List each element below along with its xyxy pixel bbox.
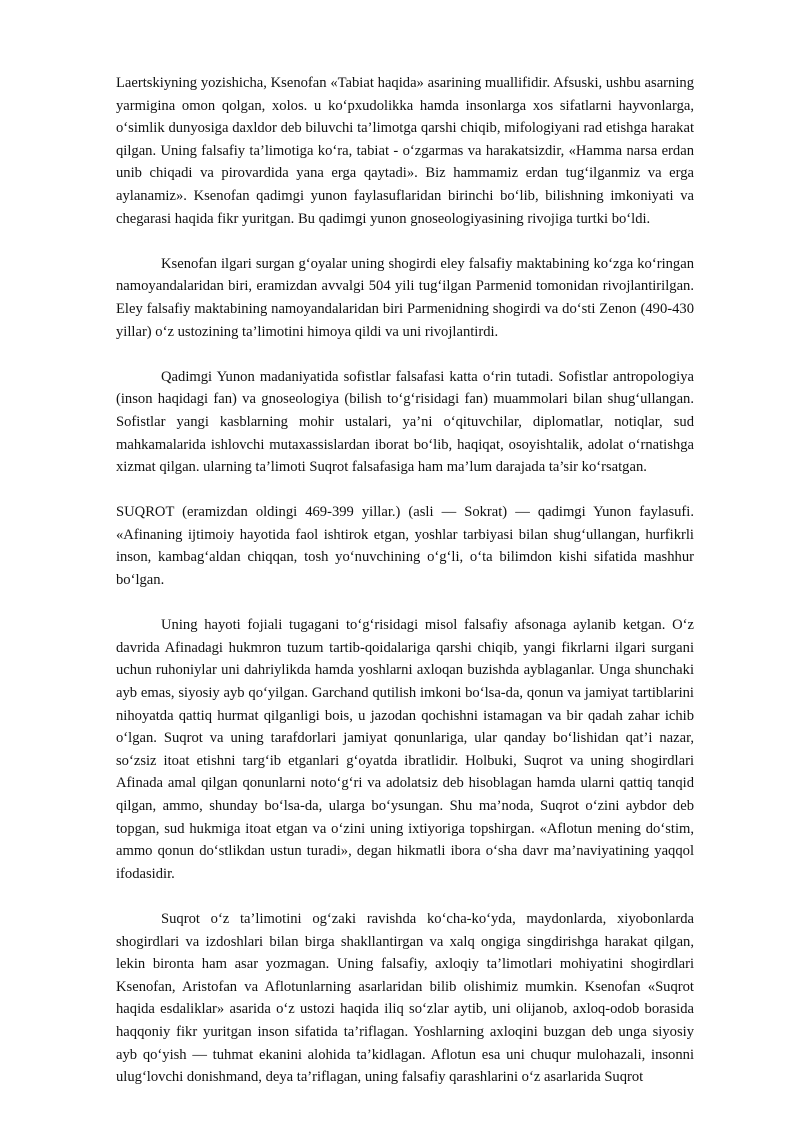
- paragraph-sofistlar: Qadimgi Yunon madaniyatida sofistlar falsafasi katta o‘rin tutadi. Sofistlar antropologiya (inson haqidagi fan) va gnoseologiya (bilish to‘g‘risidagi fan) muammolari bilan shug‘ullangan. Sofistlar yangi kasblarning mohir ustalari, ya’ni o‘qituvchilar, diplomatlar, notiqlar, sud mahkamalarida ishlovchi mutaxassislardan iborat bo‘lib, haqiqat, osoyishtalik, adolat o‘rnatishga xizmat qilgan. ularning ta’limoti Suqrot falsafasiga ham ma’lum darajada ta’sir ko‘rsatgan.: [116, 368, 694, 476]
- paragraph-ksenofan-tabiat: Laertskiyning yozishicha, Ksenofan «Tabiat haqida» asarining muallifidir. Afsuski, ushbu asarning yarmigina omon qolgan, xolos. u ko‘pxudolikka hamda insonlarga xos sifatlarni hayvonlarga, o‘simlik dunyosiga daxldor deb biluvchi ta’limotga qarshi chiqib, mifologiyani rad etishga harakat qilgan. Uning falsafiy ta’limotiga ko‘ra, tabiat - o‘zgarmas va harakatsizdir, «Hamma narsa erdan unib chiqadi va pirovardida yana erga qaytadi». Biz hammamiz erdan tug‘ilganmiz va erga aylanamiz». Ksenofan qadimgi yunon faylasuflaridan birinchi bo‘lib, bilishning imkoniyati va chegarasi haqida fikr yuritgan. Bu qadimgi yunon gnoseologiyasining rivojiga turtki bo‘ldi.: [116, 75, 694, 227]
- paragraph-spacer: [116, 479, 694, 502]
- paragraph-suqrot-intro: SUQROT (eramizdan oldingi 469-399 yillar.) (asli — Sokrat) — qadimgi Yunon faylasufi. «Afinaning ijtimoiy hayotida faol ishtirok etgan, yoshlar tarbiyasi bilan shug‘ullangan, hurfikrli inson, kambag‘aldan chiqqan, tosh yo‘nuvchining o‘g‘li, o‘ta bilimdon kishi sifatida mashhur bo‘lgan.: [116, 504, 694, 589]
- paragraph-spacer: [116, 592, 694, 615]
- paragraph-spacer: [116, 885, 694, 908]
- paragraph-spacer: [116, 230, 694, 253]
- paragraph-suqrot-talimoti: Suqrot o‘z ta’limotini og‘zaki ravishda ko‘cha-ko‘yda, maydonlarda, xiyobonlarda shogirdlari va izdoshlari bilan birga shakllantirgan va xalq ongiga singdirishga harakat qilgan, lekin bironta ham asar yozmagan. Uning falsafiy, axloqiy ta’limotlari mohiyatini shogirdlari Ksenofan, Aristofan va Aflotunlarning asarlaridan bilib olishimiz mumkin. Ksenofan «Suqrot haqida esdaliklar» asarida o‘z ustozi haqida iliq so‘zlar aytib, uni olijanob, axloq-odob borasida haqqoniy fikr yuritgan inson sifatida ta’riflagan. Yoshlarning axloqini buzgan deb unga siyosiy ayb qo‘yish — tuhmat ekanini alohida ta’kidlagan. Aflotun esa uni chuqur mulohazali, insonni ulug‘lovchi donishmand, deya ta’riflagan, uning falsafiy qarashlarini o‘z asarlarida Suqrot: [116, 910, 694, 1086]
- document-page: [116, 72, 694, 1089]
- paragraph-spacer: [116, 343, 694, 366]
- paragraph-suqrot-hayoti: Uning hayoti fojiali tugagani to‘g‘risidagi misol falsafiy afsonaga aylanib ketgan. O‘z davrida Afinadagi hukmron tuzum tartib-qoidalariga qarshi chiqib, yangi fikrlarni ilgari surgani uchun ruhoniylar uni dahriylikda hamda yoshlarni axloqan buzishda ayblaganlar. Unga shunchaki ayb emas, siyosiy ayb qo‘yilgan. Garchand qutilish imkoni bo‘lsa-da, qonun va jamiyat tartiblarini nihoyatda qattiq hurmat qilganligi bois, u jazodan qochishni istamagan va bir qadah zahar ichib o‘lgan. Suqrot va uning tarafdorlari jamiyat qonunlariga, ular qanday bo‘lishidan qat’i nazar, so‘zsiz itoat etishni targ‘ib etganlari g‘oyatda ibratlidir. Holbuki, Suqrot va uning shogirdlari Afinada amal qilgan qonunlarni noto‘g‘ri va adolatsiz deb hisoblagan hamda ularni qattiq tanqid qilgan, ammo, shunday bo‘lsa-da, ularga bo‘ysungan. Shu ma’noda, Suqrot o‘zini aybdor deb topgan, sud hukmiga itoat etgan va o‘zini uning ixtiyoriga topshirgan. «Aflotun mening do‘stim, ammo qonun do‘stlikdan ustun turadi», degan hikmatli ibora o‘sha davr ma’naviyatining yaqqol ifodasidir.: [116, 617, 694, 882]
- paragraph-parmenid-zenon: Ksenofan ilgari surgan g‘oyalar uning shogirdi eley falsafiy maktabining ko‘zga ko‘ringan namoyandalaridan biri, eramizdan avvalgi 504 yili tug‘ilgan Parmenid tomonidan rivojlantirilgan. Eley falsafiy maktabining namoyandalaridan biri Parmenidning shogirdi va do‘sti Zenon (490-430 yillar) o‘z ustozining ta’limotini himoya qildi va uni rivojlantirdi.: [116, 255, 694, 340]
